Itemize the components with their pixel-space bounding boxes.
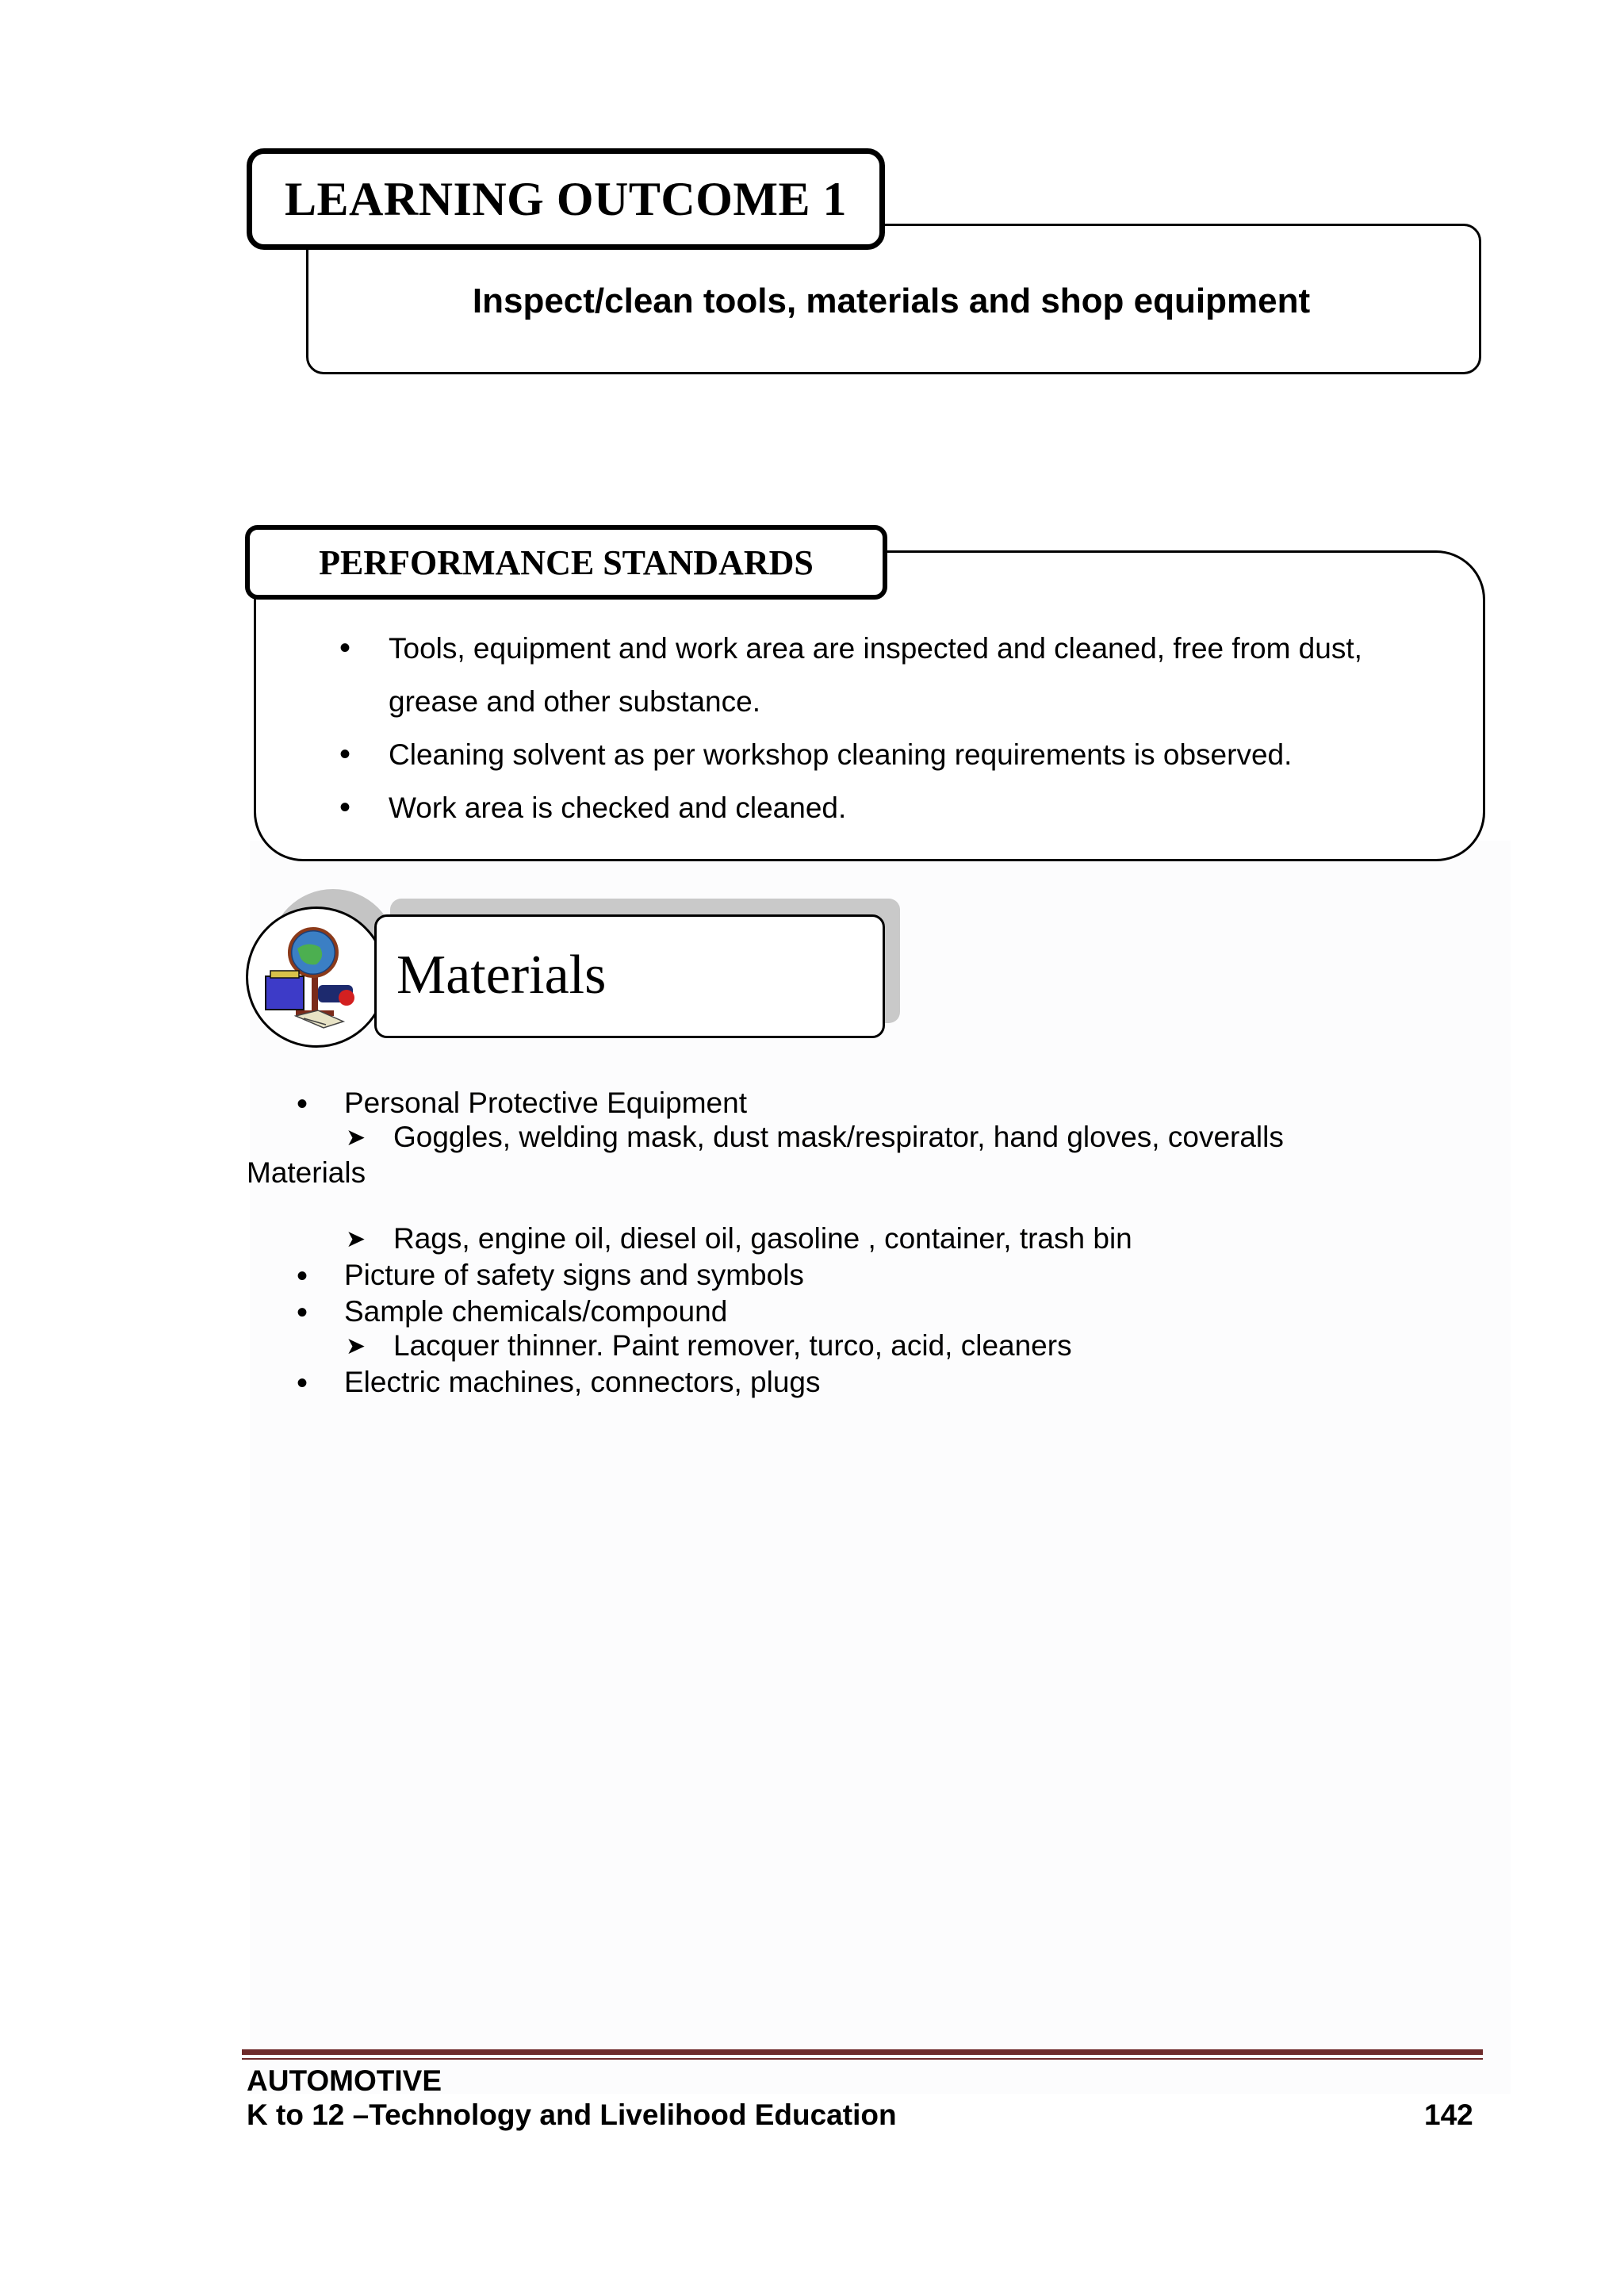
list-item: • Sample chemicals/compound [344,1295,727,1328]
materials-label: Materials [247,1156,366,1189]
performance-standards-list [333,622,1443,834]
sub-list-item: Goggles, welding mask, dust mask/respirator, hand gloves, coveralls [393,1121,1284,1153]
page-number: 142 [1424,2099,1473,2131]
footer-rule-thin [242,2058,1483,2060]
list-item-text: Cleaning solvent as per workshop cleaning requirements is observed. [389,738,1293,771]
footer-rule [242,2049,1483,2055]
sub-list-item: Rags, engine oil, diesel oil, gasoline , container, trash bin [393,1222,1132,1255]
globe-books-tools-icon [246,907,387,1048]
list-item-text-continued: grease and other substance. [389,685,760,718]
arrow-bullet-icon: ➤ [346,1226,366,1252]
materials-title: Materials [396,945,607,1006]
list-item: • Picture of safety signs and symbols [344,1259,804,1292]
learning-outcome-label: LEARNING OUTCOME 1 [247,148,885,250]
arrow-bullet-icon: ➤ [346,1125,366,1151]
sub-list-item: Lacquer thinner. Paint remover, turco, acid, cleaners [393,1329,1072,1362]
arrow-bullet-icon: ➤ [346,1333,366,1359]
list-item: • Personal Protective Equipment [344,1087,747,1120]
performance-standards-label: PERFORMANCE STANDARDS [245,525,887,600]
footer-program: K to 12 –Technology and Livelihood Education [247,2099,897,2131]
list-item [333,781,1443,834]
learning-outcome-subtitle: Inspect/clean tools, materials and shop equipment [472,282,1311,320]
footer-subject: AUTOMOTIVE [247,2064,442,2097]
list-item: • Electric machines, connectors, plugs [344,1366,821,1399]
list-item [333,622,1443,728]
list-item [333,728,1443,781]
list-item-text: Tools, equipment and work area are inspected and cleaned, free from dust, [389,632,1362,665]
list-item-text: Work area is checked and cleaned. [389,792,847,824]
